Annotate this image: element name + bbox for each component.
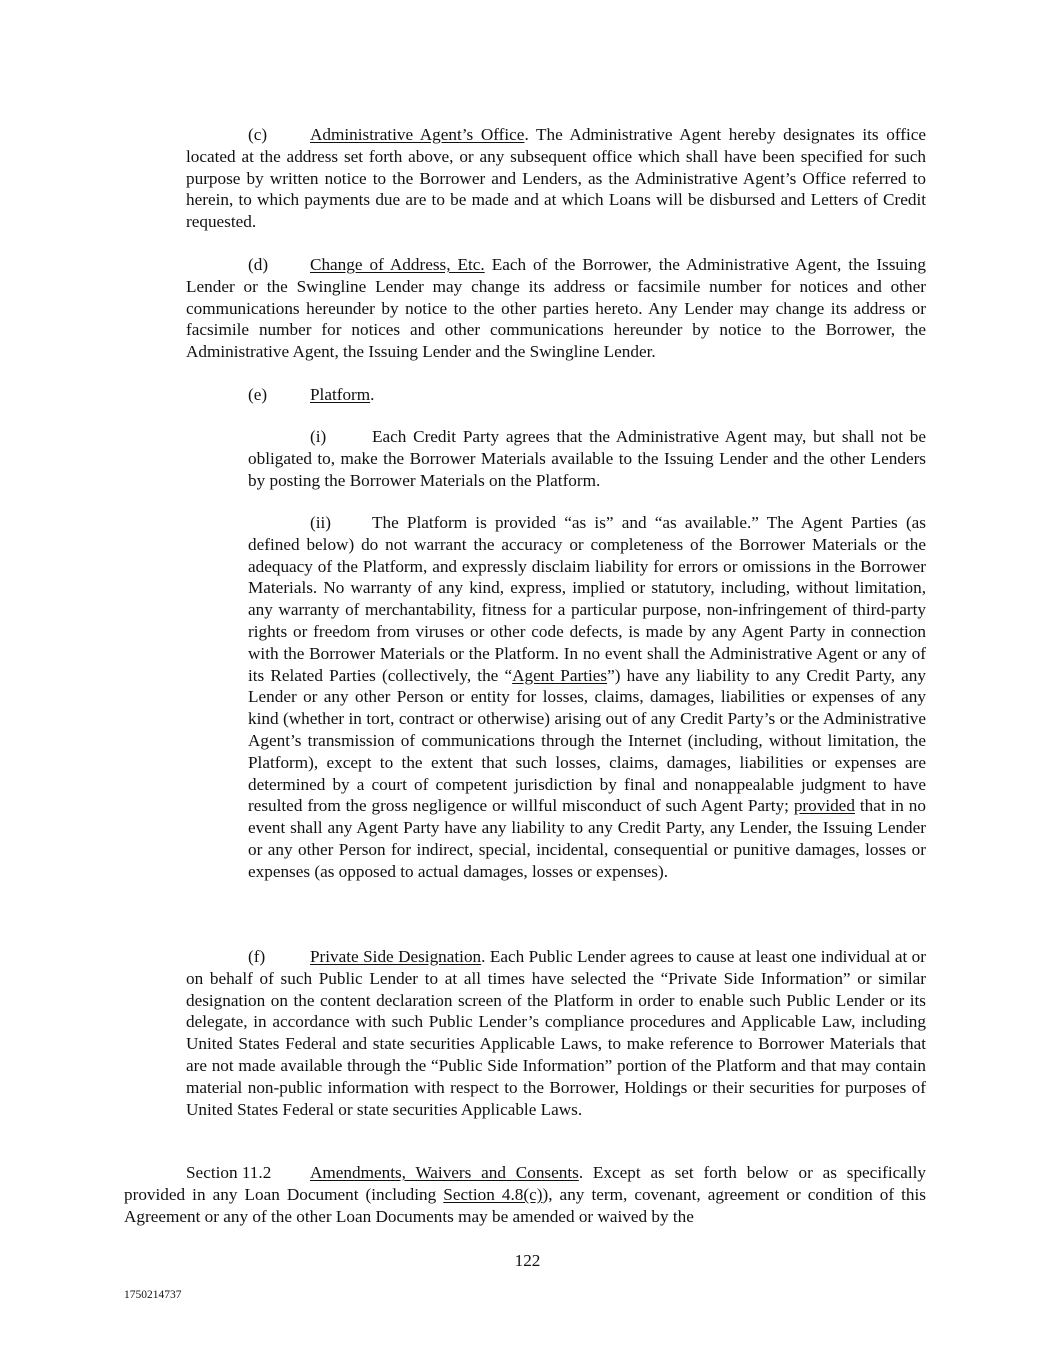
paragraph-heading: Private Side Designation — [310, 947, 482, 966]
page-number: 122 — [514, 1251, 541, 1270]
subparagraph-i — [248, 426, 926, 491]
paragraph-label: (f) — [248, 947, 266, 966]
section-11-2 — [124, 1162, 926, 1227]
paragraph-e — [186, 384, 926, 406]
paragraph-label: (d) — [248, 255, 269, 274]
section-heading: Amendments, Waivers and Consents — [310, 1163, 579, 1182]
subparagraph-text: that in no event shall any Agent Party have any liability to any Credit Party, any Lender, the Issuing Lender or any other Person for indirect, special, incidental, consequential or punitive damages, losses or expenses (as opposed to actual damages, losses or expenses). — [248, 796, 926, 881]
paragraph-c — [186, 124, 926, 233]
subparagraph-text: Each Credit Party agrees that the Administrative Agent may, but shall not be obligated to, make the Borrower Materials available to the Issuing Lender and the other Lenders by posting the Borrower Materials on the Platform. — [248, 427, 926, 490]
paragraph-f — [186, 946, 926, 1120]
paragraph-label: (c) — [248, 125, 268, 144]
section-cross-reference: Section 4.8(c) — [443, 1184, 543, 1204]
subparagraph-text: The Platform is provided “as is” and “as available.” The Agent Parties (as defined below) do not warrant the accuracy or completeness of the Borrower Materials or the adequacy of the Platform, and expressly disclaim liability for errors or omissions in the Borrower Materials. No warranty of any kind, express, implied or statutory, including, without limitation, any warranty of merchantability, fitness for a particular purpose, non-infringement of third-party rights or freedom from viruses or other code defects, is made by any Agent Party in connection with the Borrower Materials or the Platform. In no event shall the Administrative Agent or any of its Related Parties (collectively, the “ — [248, 513, 926, 685]
subparagraph-text: ”) have any liability to any Credit Party, any Lender or any other Person or entity for losses, claims, damages, liabilities or expenses of any kind (whether in tort, contract or otherwise) arising out of any Credit Party’s or the Administrative Agent’s transmission of communications through the Internet (including, without limitation, the Platform), except to the extent that such losses, claims, damages, liabilities or expenses are determined by a court of competent jurisdiction by final and nonappealable judgment to have resulted from the gross negligence or willful misconduct of such Agent Party; — [248, 665, 926, 816]
paragraph-text: . — [370, 385, 375, 404]
paragraph-text: . The Administrative Agent hereby designates its office located at the address set forth above, or any subsequent office which shall have been specified for such purpose by written notice to the Borrower and Lenders, as the Administrative Agent’s Office referred to herein, to which payments due are to be made and at which Loans will be disbursed and Letters of Credit requested. — [186, 125, 926, 232]
section-label: Section 11.2 — [186, 1163, 272, 1182]
paragraph-d — [186, 254, 926, 363]
subparagraph-ii — [248, 512, 926, 883]
paragraph-text: Each of the Borrower, the Administrative Agent, the Issuing Lender or the Swingline Lender may change its address or facsimile number for notices and other communications hereunder by notice to the other parties hereto. Any Lender may change its address or facsimile number for notices and other communications hereunder by notice to the Borrower, the Administrative Agent, the Issuing Lender and the Swingline Lender. — [186, 255, 926, 362]
document-id: 1750214737 — [124, 1289, 182, 1301]
paragraph-label: (e) — [248, 385, 268, 404]
defined-term: Agent Parties — [512, 665, 608, 685]
paragraph-heading: Platform — [310, 385, 371, 404]
section-text: ), any term, covenant, agreement or condition of this Agreement or any of the other Loan Documents may be amended or waived by the — [124, 1184, 926, 1226]
paragraph-text: . Each Public Lender agrees to cause at least one individual at or on behalf of such Public Lender to at all times have selected the “Private Side Information” or similar designation on the content declaration screen of the Platform in order to enable such Public Lender or its delegate, in accordance with such Public Lender’s compliance procedures and Applicable Law, including United States Federal and state securities Applicable Laws, to make reference to Borrower Materials that are not made available through the “Public Side Information” portion of the Platform and that may contain material non-public information with respect to the Borrower, Holdings or their securities for purposes of United States Federal or state securities Applicable Laws. — [186, 947, 926, 1119]
subparagraph-label: (i) — [310, 427, 327, 446]
subparagraph-label: (ii) — [310, 513, 331, 532]
paragraph-heading: Administrative Agent’s Office — [310, 125, 525, 144]
section-text: . Except as set forth below or as specifically provided in any Loan Document (including — [124, 1163, 926, 1204]
paragraph-heading: Change of Address, Etc. — [310, 255, 485, 274]
proviso-term: provided — [793, 796, 855, 816]
